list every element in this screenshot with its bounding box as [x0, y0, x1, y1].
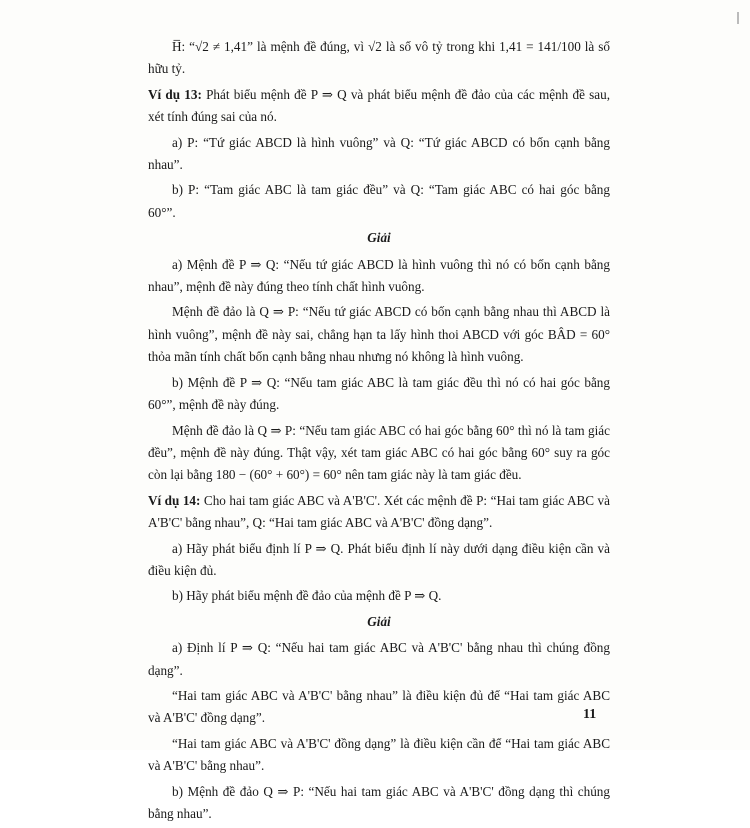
- solution-heading: Giải: [367, 230, 391, 246]
- paragraph-text: a) Định lí P ⇒ Q: “Nếu hai tam giác ABC và A'B'C' bằng nhau thì chúng đồng dạng”.: [148, 640, 610, 678]
- edge-mark: [737, 12, 739, 24]
- paragraph: [148, 685, 610, 730]
- paragraph: [148, 372, 610, 417]
- page-content: [148, 36, 610, 828]
- paragraph-text: “Hai tam giác ABC và A'B'C' đồng dạng” là điều kiện cần để “Hai tam giác ABC và A'B'C' bằng nhau”.: [148, 735, 610, 774]
- example-text: Phát biểu mệnh đề P ⇒ Q và phát biểu mệnh đề đảo của các mệnh đề sau, xét tính đúng sai của nó.: [148, 86, 611, 125]
- paragraph-text: a) Mệnh đề P ⇒ Q: “Nếu tứ giác ABCD là hình vuông thì nó có bốn cạnh bằng nhau”, mệnh đề này đúng theo tính chất hình vuông.: [148, 256, 610, 295]
- paragraph: [148, 132, 610, 177]
- paragraph-text: b) Mệnh đề đảo Q ⇒ P: “Nếu hai tam giác ABC và A'B'C' đồng dạng thì chúng bằng nhau”.: [148, 783, 610, 821]
- paragraph: [148, 585, 610, 607]
- paragraph-text: Mệnh đề đảo là Q ⇒ P: “Nếu tam giác ABC có hai góc bằng 60° thì nó là tam giác đều”, mệnh đề này đúng. Thật vậy, xét tam giác ABC có hai góc bằng 60° suy ra góc còn lại bằng 180 − (60° + 60°) = 60° nên tam giác này là tam giác đều.: [148, 422, 610, 483]
- paragraph-text: b) Hãy phát biểu mệnh đề đảo của mệnh đề P ⇒ Q.: [172, 588, 442, 604]
- paragraph-text: Mệnh đề đảo là Q ⇒ P: “Nếu tứ giác ABCD có bốn cạnh bằng nhau thì ABCD là hình vuông”, mệnh đề này sai, chẳng hạn ta lấy hình thoi ABCD với góc BÂD = 60° thỏa mãn tính chất bốn cạnh bằng nhau nhưng nó không là hình vuông.: [148, 304, 610, 365]
- page-number: 11: [583, 707, 597, 722]
- example-text: Cho hai tam giác ABC và A'B'C'. Xét các mệnh đề P: “Hai tam giác ABC và A'B'C' bằng nhau”, Q: “Hai tam giác ABC và A'B'C' đồng dạng”.: [148, 492, 611, 531]
- example-14: [148, 490, 610, 535]
- paragraph: [148, 36, 610, 81]
- paragraph: [148, 781, 610, 826]
- paragraph: [148, 733, 610, 778]
- paragraph-text: a) P: “Tứ giác ABCD là hình vuông” và Q: “Tứ giác ABCD có bốn cạnh bằng nhau”.: [148, 134, 610, 173]
- paragraph-text: H̅: “√2 ≠ 1,41” là mệnh đề đúng, vì √2 là số vô tỷ trong khi 1,41 = 141/100 là số hữu tỷ.: [148, 39, 610, 77]
- example-13: [148, 84, 610, 129]
- paragraph: [148, 254, 610, 299]
- paragraph-text: a) Hãy phát biểu định lí P ⇒ Q. Phát biểu định lí này dưới dạng điều kiện cần và điều kiện đủ.: [148, 540, 610, 578]
- paragraph-text: b) Mệnh đề P ⇒ Q: “Nếu tam giác ABC là tam giác đều thì nó có hai góc bằng 60°”, mệnh đề này đúng.: [148, 374, 610, 413]
- solution-heading: Giải: [367, 613, 391, 629]
- paragraph: [148, 420, 610, 487]
- paragraph: [148, 301, 610, 368]
- example-label: Ví dụ 14:: [148, 492, 201, 508]
- paragraph-text: b) P: “Tam giác ABC là tam giác đều” và Q: “Tam giác ABC có hai góc bằng 60°”.: [148, 182, 610, 220]
- paragraph: [148, 538, 610, 583]
- paragraph: [148, 179, 610, 224]
- paragraph-text: “Hai tam giác ABC và A'B'C' bằng nhau” là điều kiện đủ để “Hai tam giác ABC và A'B'C' đồng dạng”.: [148, 687, 610, 726]
- example-label: Ví dụ 13:: [148, 86, 202, 102]
- paragraph: [148, 637, 610, 682]
